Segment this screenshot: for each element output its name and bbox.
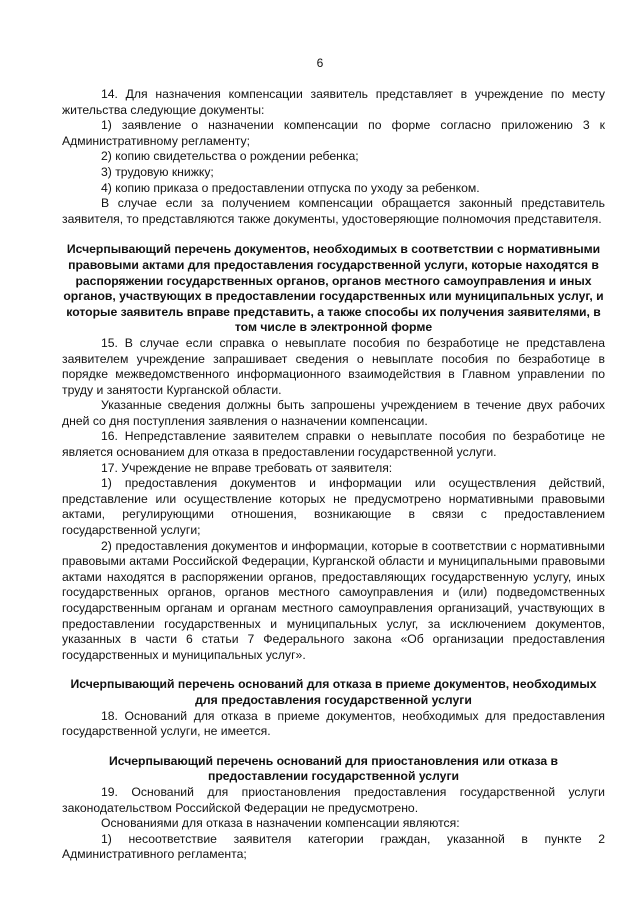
paragraph-15: 15. В случае если справка о невыплате пособия по безработице не представлена заявителем учреждение запрашивает сведения о невыплате пособия по безработице в порядке межведомственного информационного взаимодействия в Главном управлении по труду и занятости Курганской области. [62,335,605,397]
section-heading-suspension: Исчерпывающий перечень оснований для приостановления или отказа в предоставлении государственной услуги [108,753,559,784]
paragraph-17-item-2: 2) предоставления документов и информации, которые в соответствии с нормативными правовыми актами Российской Федерации, Курганской области и муниципальными правовыми актами находятся в распоряжении органов, предоставляющих государственную услугу, иных государственных органов, органов местного самоуправления и (или) подведомственных государственным органам и органам местного самоуправления организаций, участвующих в предоставлении государственных и муниципальных услуг, за исключением документов, указанных в части 6 статьи 7 Федерального закона «Об организации предоставления государственных и муниципальных услуг». [62,538,605,662]
refusal-item-1: 1) несоответствие заявителя категории граждан, указанной в пункте 2 Административного регламента; [62,831,605,862]
paragraph-representative: В случае если за получением компенсации обращается законный представитель заявителя, то представляются также документы, удостоверяющие полномочия представителя. [62,196,605,226]
paragraph-19: 19. Оснований для приостановления предоставления государственной услуги законодательством Российской Федерации не предусмотрено. [62,784,605,815]
paragraph-17: 17. Учреждение не вправе требовать от заявителя: [101,460,393,475]
list-item-2: 2) копию свидетельства о рождении ребенка; [101,149,359,164]
paragraph-14: 14. Для назначения компенсации заявитель представляет в учреждение по месту жительства следующие документы: [62,87,605,117]
paragraph-16: 16. Непредставление заявителем справки о невыплате пособия по безработице не является основанием для отказа в предоставлении государственной услуги. [62,429,605,460]
list-item-4: 4) копию приказа о предоставлении отпуска по уходу за ребенком. [101,180,480,195]
list-item-1: 1) заявление о назначении компенсации по форме согласно приложению 3 к Административному регламенту; [62,118,605,148]
paragraph-refusal-grounds: Основаниями для отказа в назначении компенсации являются: [101,816,460,831]
section-heading-refusal-acceptance: Исчерпывающий перечень оснований для отказа в приеме документов, необходимых для предоставления государственной услуги [70,677,597,707]
paragraph-18: 18. Оснований для отказа в приеме документов, необходимых для предоставления государственной услуги, не имеется. [62,708,605,739]
page-number: 6 [316,56,324,70]
section-heading-documents: Исчерпывающий перечень документов, необходимых в соответствии с нормативными правовыми актами для предоставления государственной услуги, которые находятся в распоряжении государственных органов, органов местного самоуправления и иных органов, участвующих в предоставлении государственных или муниципальных услуг, и которые заявитель вправе представить, а также способы их получения заявителями, в том числе в электронной форме [63,242,604,335]
list-item-3: 3) трудовую книжку; [101,164,214,179]
paragraph-17-item-1: 1) предоставления документов и информации или осуществления действий, представление или осуществление которых не предусмотрено нормативными правовыми актами, регулирующими отношения, возникающие в связи с предоставлением государственной услуги; [62,476,605,538]
document-body [62,87,605,863]
paragraph-15-deadline: Указанные сведения должны быть запрошены учреждением в течение двух рабочих дней со дня поступления заявления о назначении компенсации. [62,398,605,428]
